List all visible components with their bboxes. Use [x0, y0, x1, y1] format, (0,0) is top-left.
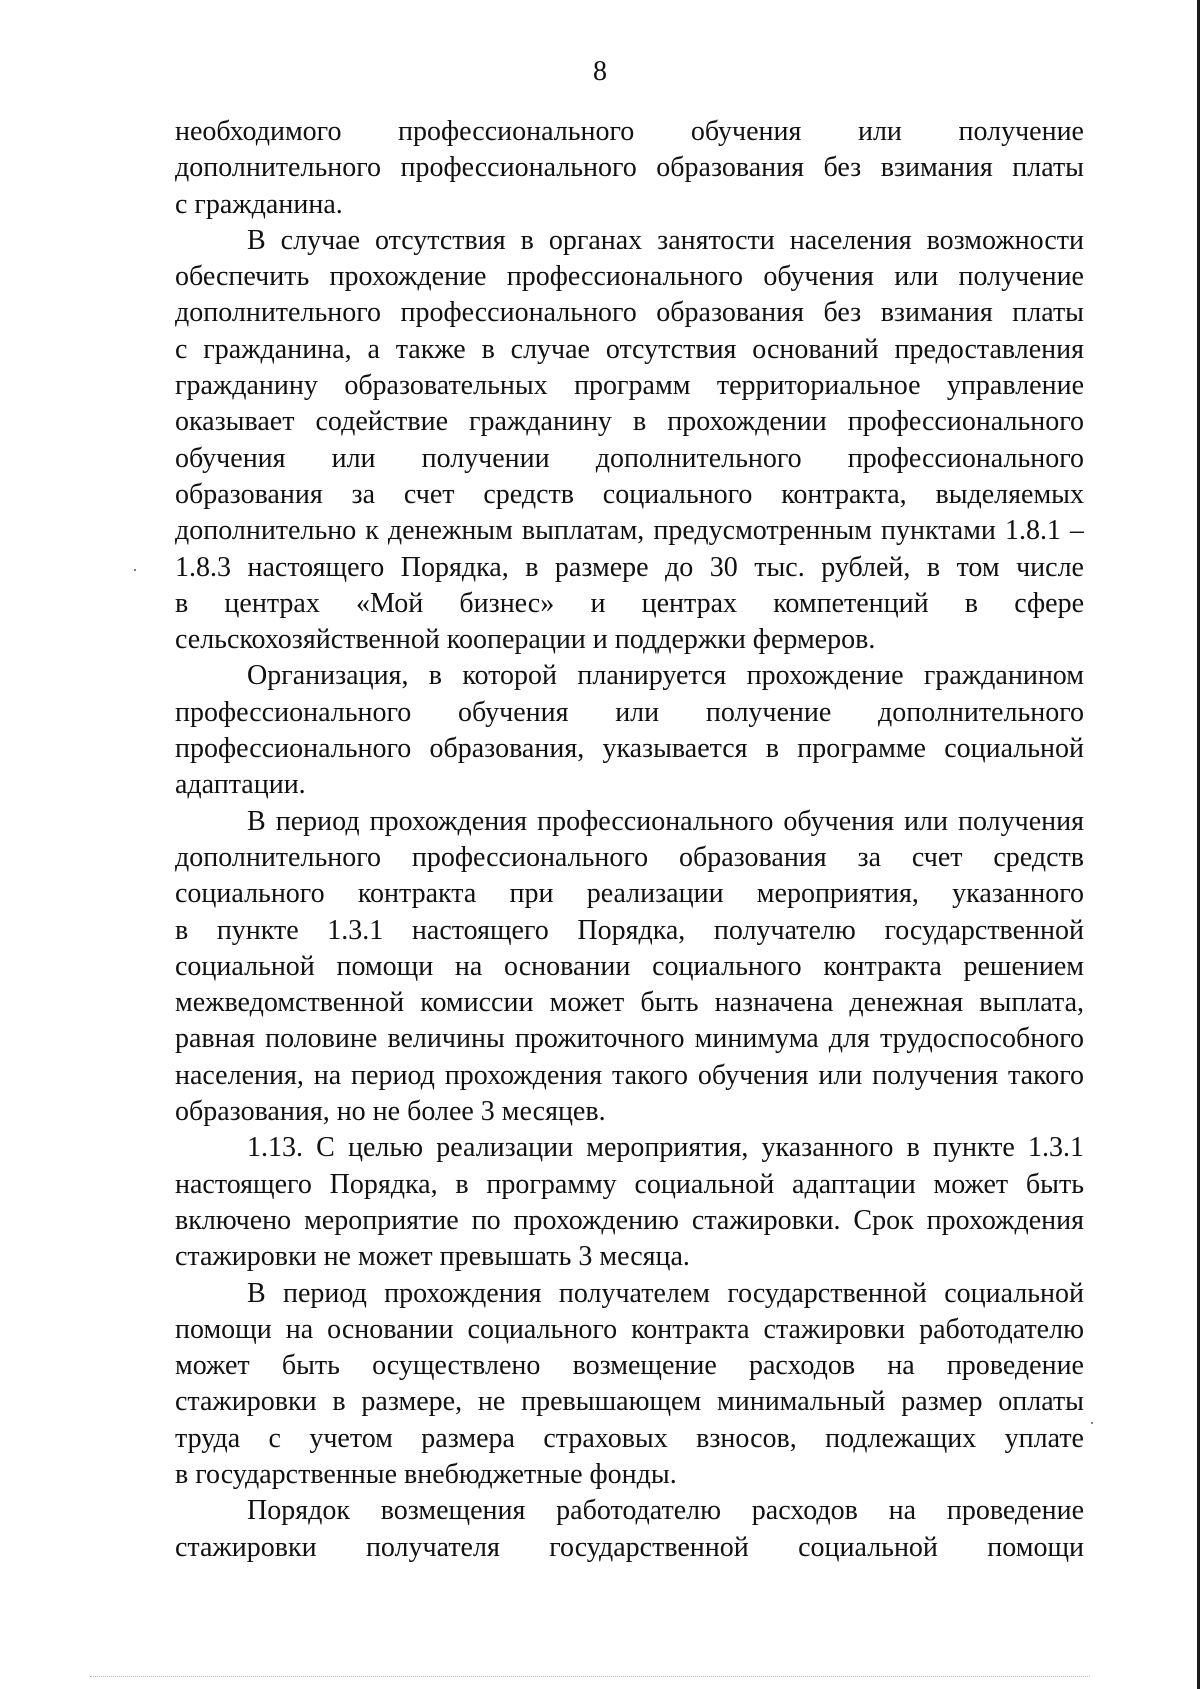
text-line: дополнительного профессионального образования без взимания платы — [175, 152, 1084, 184]
text-line: сельскохозяйственной кооперации и поддержки фермеров. — [175, 624, 876, 656]
text-line: населения, на период прохождения такого обучения или получения такого — [175, 1059, 1084, 1091]
text-line: включено мероприятие по прохождению стажировки. Срок прохождения — [175, 1204, 1084, 1236]
text-line: В период прохождения получателем государственной социальной — [247, 1277, 1084, 1309]
text-line: социального контракта при реализации мероприятия, указанного — [175, 878, 1084, 910]
text-line: 1.13. С целью реализации мероприятия, указанного в пункте 1.3.1 — [247, 1132, 1084, 1164]
text-line: в государственные внебюджетные фонды. — [175, 1458, 677, 1490]
paragraph-1 — [175, 114, 1084, 223]
scan-speck — [1091, 1422, 1093, 1424]
paragraph-2 — [175, 223, 1084, 659]
text-line: дополнительно к денежным выплатам, предусмотренным пунктами 1.8.1 – — [175, 515, 1084, 547]
paragraph-3 — [175, 658, 1084, 803]
text-line: необходимого профессионального обучения или получение — [175, 116, 1084, 147]
text-line: гражданину образовательных программ территориальное управление — [175, 370, 1084, 402]
text-line: обучения или получении дополнительного профессионального — [175, 442, 1084, 474]
page-number: 8 — [593, 56, 607, 87]
text-line: образования, но не более 3 месяцев. — [175, 1096, 606, 1128]
text-line: оказывает содействие гражданину в прохождении профессионального — [175, 406, 1084, 438]
text-line: Порядок возмещения работодателю расходов на проведение — [247, 1495, 1084, 1527]
text-line: стажировки получателя государственной социальной помощи — [175, 1531, 1084, 1563]
text-line: образования за счет средств социального контракта, выделяемых — [175, 478, 1084, 510]
text-line: В период прохождения профессионального обучения или получения — [247, 805, 1084, 837]
paragraph-7 — [175, 1493, 1084, 1566]
text-line: социальной помощи на основании социального контракта решением — [175, 950, 1084, 982]
text-line: Организация, в которой планируется прохождение гражданином — [247, 660, 1084, 692]
text-line: 1.8.3 настоящего Порядка, в размере до 30 тыс. рублей, в том числе — [175, 551, 1084, 583]
text-line: с гражданина, а также в случае отсутствия оснований предоставления — [175, 333, 1084, 365]
text-line: с гражданина. — [175, 188, 343, 220]
text-line: профессионального обучения или получение дополнительного — [175, 696, 1084, 728]
text-line: в центрах «Мой бизнес» и центрах компетенций в сфере — [175, 587, 1084, 619]
paragraph-6 — [175, 1276, 1084, 1494]
paragraph-4 — [175, 804, 1084, 1131]
text-line: дополнительного профессионального образования за счет средств — [175, 841, 1084, 873]
text-line: настоящего Порядка, в программу социальной адаптации может быть — [175, 1168, 1084, 1200]
text-line: адаптации. — [175, 769, 306, 801]
text-line: межведомственной комиссии может быть назначена денежная выплата, — [175, 987, 1084, 1019]
text-line: может быть осуществлено возмещение расходов на проведение — [175, 1350, 1084, 1382]
text-line: в пункте 1.3.1 настоящего Порядка, получателю государственной — [175, 914, 1084, 946]
document-body — [175, 114, 1084, 1566]
text-line: стажировки в размере, не превышающем минимальный размер оплаты — [175, 1386, 1084, 1418]
text-line: профессионального образования, указывается в программе социальной — [175, 733, 1084, 765]
text-line: помощи на основании социального контракта стажировки работодателю — [175, 1313, 1084, 1345]
text-line: дополнительного профессионального образования без взимания платы — [175, 297, 1084, 329]
text-line: труда с учетом размера страховых взносов, подлежащих уплате — [175, 1422, 1084, 1454]
paragraph-5 — [175, 1130, 1084, 1275]
text-line: стажировки не может превышать 3 месяца. — [175, 1241, 690, 1273]
text-line: равная половине величины прожиточного минимума для трудоспособного — [175, 1023, 1084, 1055]
scan-speck — [134, 569, 136, 571]
text-line: обеспечить прохождение профессионального обучения или получение — [175, 261, 1084, 293]
scan-bottom-edge — [90, 1676, 1090, 1678]
text-line: В случае отсутствия в органах занятости населения возможности — [247, 224, 1084, 256]
